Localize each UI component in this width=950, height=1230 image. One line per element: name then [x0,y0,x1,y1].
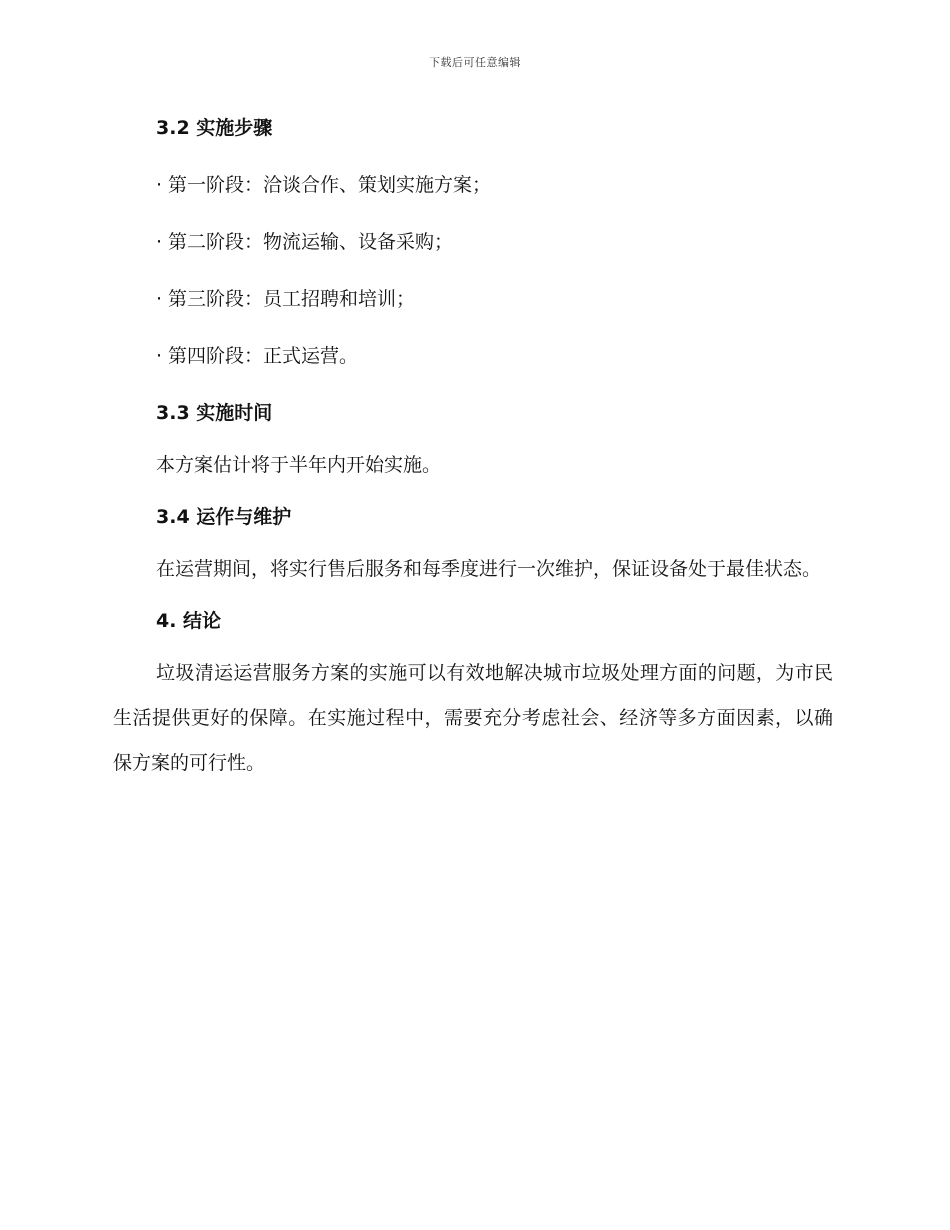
step-text: 第四阶段：正式运营。 [168,345,359,367]
step-text: 第三阶段：员工招聘和培训； [168,288,416,310]
bullet-dot: · [156,174,163,196]
section-heading-3-2: 3.2 实施步骤 [156,117,273,139]
step-item-3 [156,283,833,316]
section-paragraph-3-3: 本方案估计将于半年内开始实施。 [156,454,442,476]
section-heading-4: 4. 结论 [156,610,222,632]
page-header-note: 下载后可任意编辑 [429,56,521,69]
step-item-4 [156,340,833,373]
bullet-dot: · [156,288,163,310]
step-text: 第一阶段：洽谈合作、策划实施方案； [168,174,492,196]
section-heading-3-4: 3.4 运作与维护 [156,506,292,528]
step-item-1 [156,169,833,202]
bullet-dot: · [156,345,163,367]
section-heading-3-3: 3.3 实施时间 [156,402,273,424]
step-text: 第二阶段：物流运输、设备采购； [168,231,454,253]
section-paragraph-3-4: 在运营期间，将实行售后服务和每季度进行一次维护，保证设备处于最佳状态。 [156,558,822,580]
document-body [113,112,833,786]
bullet-dot: · [156,231,163,253]
step-item-2 [156,226,833,259]
section-paragraph-4: 垃圾清运运营服务方案的实施可以有效地解决城市垃圾处理方面的问题，为市民生活提供更好的保障。在实施过程中，需要充分考虑社会、经济等多方面因素，以确保方案的可行性。 [113,662,833,774]
